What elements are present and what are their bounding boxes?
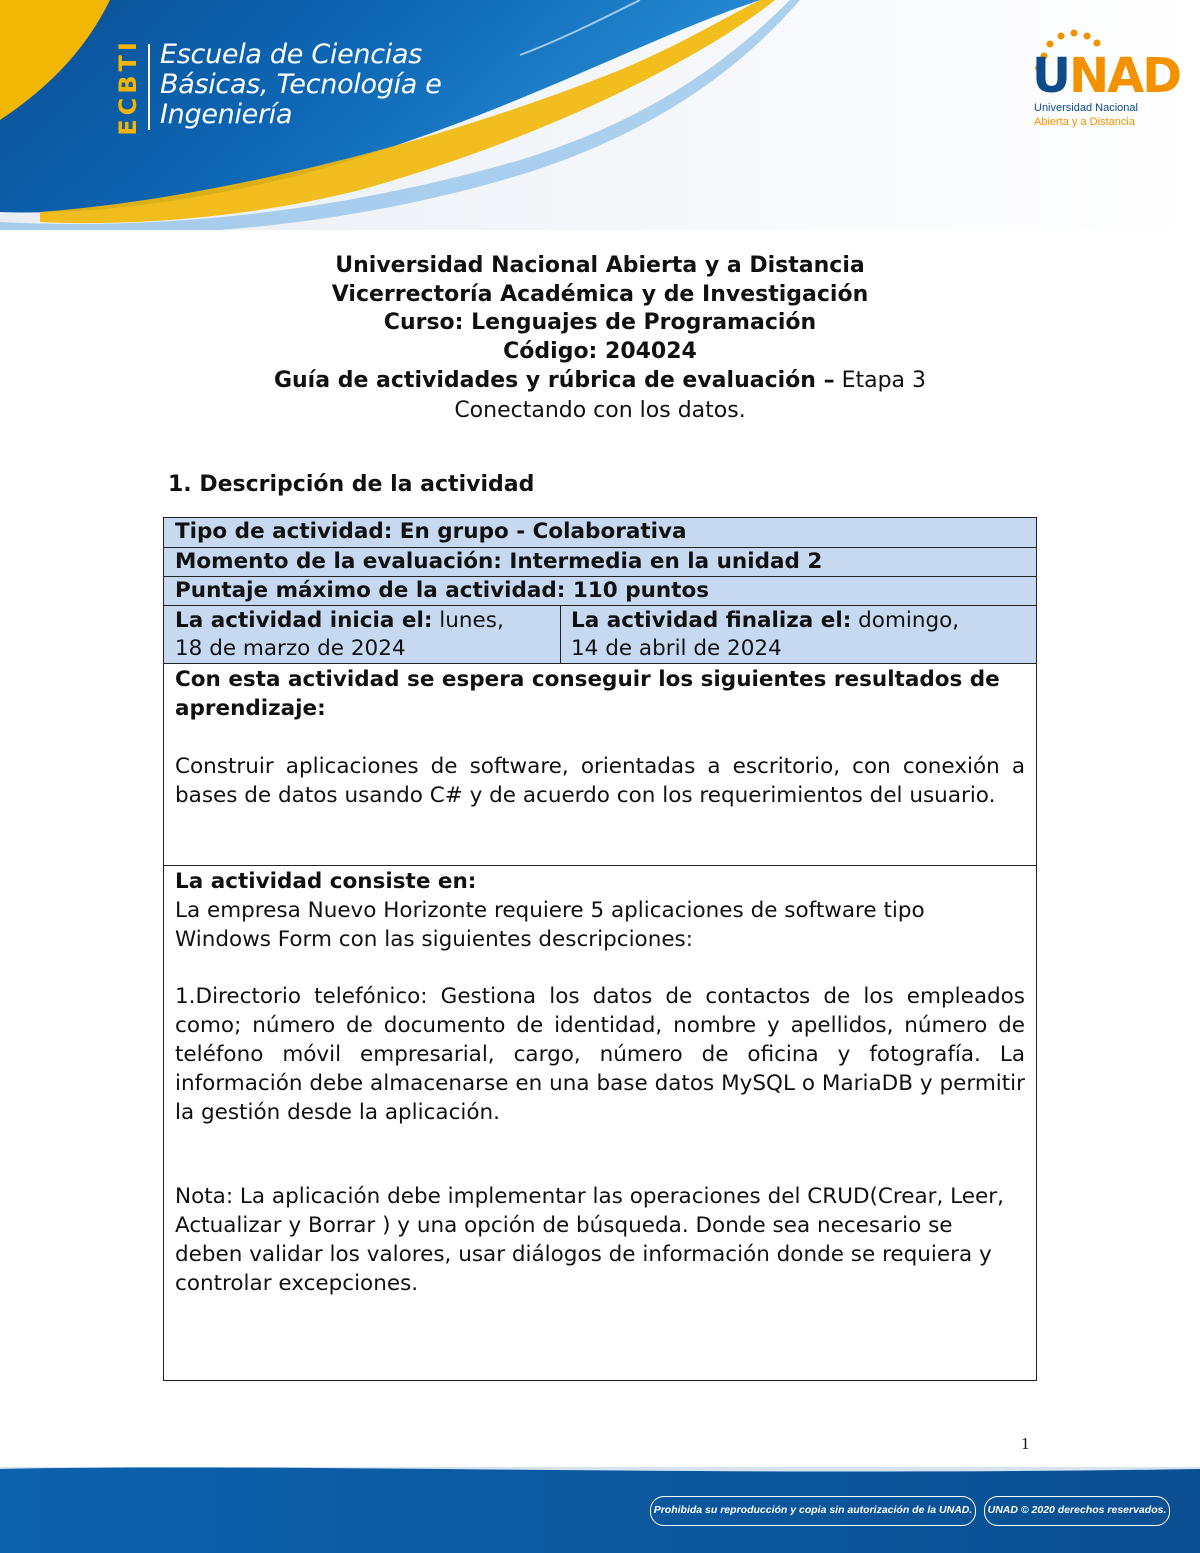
consiste-heading: La actividad consiste en: bbox=[175, 869, 477, 894]
unad-logo-line2: Abierta y a Distancia bbox=[1034, 116, 1135, 128]
row-tipo-actividad bbox=[164, 518, 1036, 548]
title-curso: Curso: Lenguajes de Programación bbox=[383, 310, 817, 335]
unad-logo-line1: Universidad Nacional bbox=[1034, 102, 1138, 114]
title-guia-bold: Guía de actividades y rúbrica de evaluación – bbox=[273, 368, 835, 393]
resultados-heading: Con esta actividad se espera conseguir los siguientes resultados de aprendizaje: bbox=[175, 667, 1000, 721]
acronym-divider bbox=[148, 44, 150, 130]
document-title-block bbox=[0, 252, 1200, 426]
puntaje-maximo-text: Puntaje máximo de la actividad: 110 puntos bbox=[175, 578, 710, 603]
row-resultados-aprendizaje bbox=[164, 664, 1036, 866]
activity-table bbox=[163, 517, 1037, 1381]
school-name bbox=[160, 40, 442, 130]
unad-logo: UNAD bbox=[1032, 48, 1181, 104]
resultados-text: Construir aplicaciones de software, orientadas a escritorio, con conexión a bases de datos usando C# y de acuerdo con los requerimientos del usuario. bbox=[175, 754, 1025, 808]
fecha-divider bbox=[560, 606, 561, 663]
title-university: Universidad Nacional Abierta y a Distancia bbox=[335, 253, 865, 278]
fecha-fin-cell bbox=[571, 607, 959, 663]
fecha-inicio-date: 18 de marzo de 2024 bbox=[175, 636, 406, 661]
title-vicerrectoria: Vicerrectoría Académica y de Investigación bbox=[331, 281, 869, 307]
row-puntaje-maximo bbox=[164, 577, 1036, 606]
fecha-fin-label: La actividad finaliza el: bbox=[571, 608, 852, 633]
row-actividad-consiste bbox=[164, 866, 1036, 1380]
footer-copyright-notice: Prohibida su reproducción y copia sin autorización de la UNAD. bbox=[650, 1496, 976, 1526]
title-guia-etapa: Etapa 3 bbox=[834, 368, 927, 393]
page-number: 1 bbox=[1021, 1434, 1030, 1453]
momento-evaluacion-text: Momento de la evaluación: Intermedia en la unidad 2 bbox=[175, 549, 823, 574]
footer-rights: UNAD © 2020 derechos reservados. bbox=[984, 1496, 1170, 1526]
row-fechas bbox=[164, 606, 1036, 664]
consiste-item1: 1.Directorio telefónico: Gestiona los datos de contactos de los empleados como; número de documento de identidad, nombre y apellidos, número de teléfono móvil empresarial, cargo, número de oficina y fotografía. La información debe almacenarse en una base datos MySQL o MariaDB y permitir la gestión desde la aplicación. bbox=[175, 984, 1025, 1125]
tipo-actividad-text: Tipo de actividad: En grupo - Colaborativa bbox=[175, 519, 687, 544]
row-momento-evaluacion bbox=[164, 548, 1036, 577]
school-name-line3: Ingeniería bbox=[160, 99, 293, 130]
fecha-inicio-label: La actividad inicia el: bbox=[175, 608, 433, 633]
title-codigo: Código: 204024 bbox=[503, 338, 697, 364]
consiste-intro: La empresa Nuevo Horizonte requiere 5 aplicaciones de software tipo Windows Form con las siguientes descripciones: bbox=[175, 898, 925, 952]
consiste-nota: Nota: La aplicación debe implementar las operaciones del CRUD(Crear, Leer, Actualizar y Borrar ) y una opción de búsqueda. Donde sea necesario se deben validar los valores, usar diálogos de información donde se requiera y controlar excepciones. bbox=[175, 1184, 1004, 1296]
fecha-inicio-cell bbox=[175, 607, 504, 663]
fecha-inicio-day: lunes, bbox=[432, 608, 504, 633]
fecha-fin-date: 14 de abril de 2024 bbox=[571, 636, 782, 661]
title-subtitle: Conectando con los datos. bbox=[454, 398, 746, 423]
school-acronym: ECBTI bbox=[114, 38, 142, 136]
school-name-line1: Escuela de Ciencias bbox=[160, 39, 422, 70]
title-guia bbox=[0, 366, 1200, 396]
section-heading: 1. Descripción de la actividad bbox=[168, 472, 535, 497]
school-name-line2: Básicas, Tecnología e bbox=[160, 69, 442, 100]
fecha-fin-day: domingo, bbox=[851, 608, 960, 633]
